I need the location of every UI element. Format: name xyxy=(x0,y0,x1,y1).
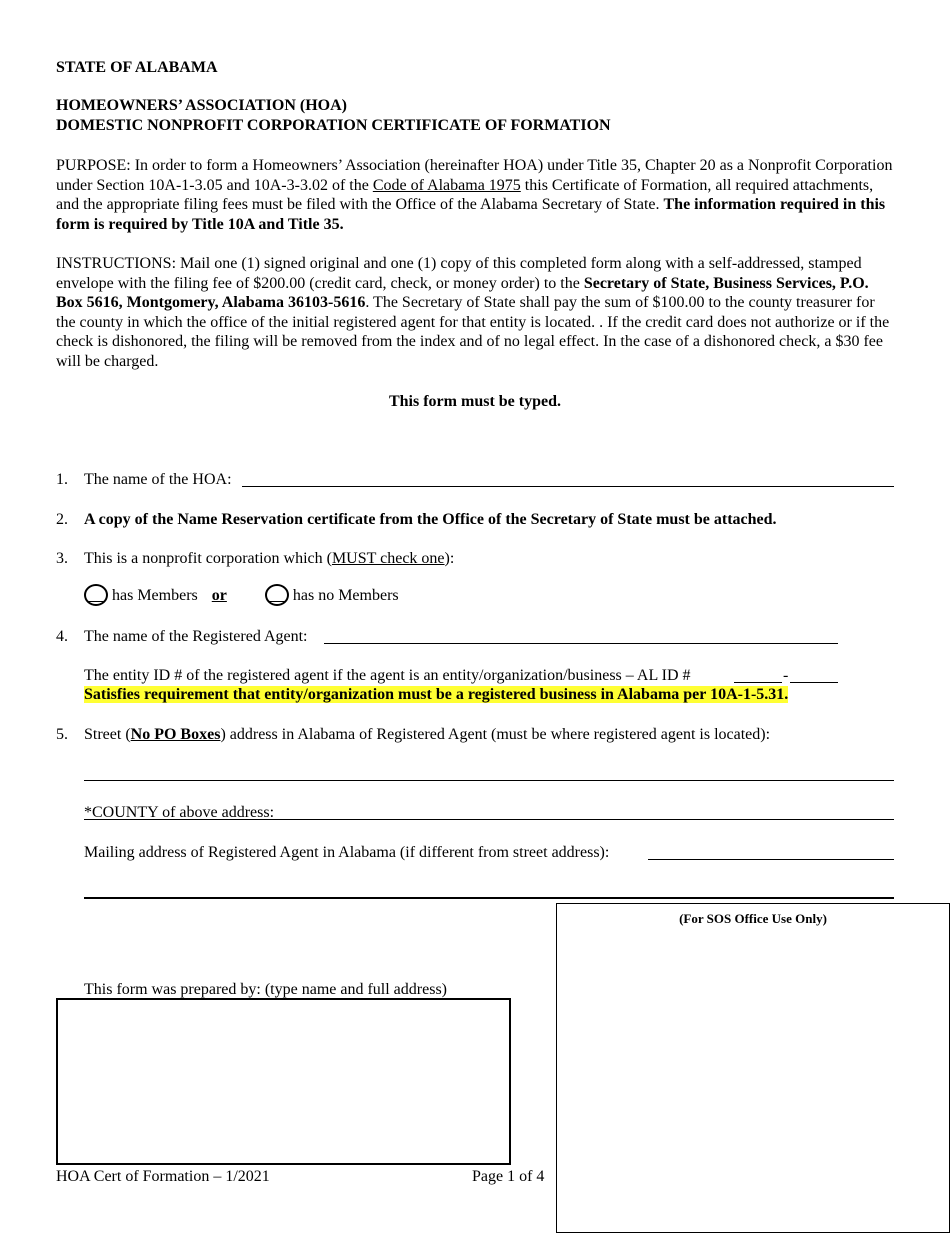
sos-mailing-address: Secretary of State, Business Services, P.O. Box 5616, Montgomery, Alabama 36103-5616 xyxy=(56,274,869,311)
al-id-part1-input[interactable] xyxy=(734,664,782,682)
or-label: or xyxy=(211,587,227,604)
sos-office-use-label: (For SOS Office Use Only) xyxy=(679,911,827,926)
street-tail: ) address in Alabama of Registered Agent (must be where registered agent is located): xyxy=(220,726,771,743)
al-id-separator: - xyxy=(783,667,789,684)
registered-business-requirement xyxy=(84,685,788,705)
typed-notice: This form must be typed. xyxy=(388,393,561,410)
registered-agent-input[interactable] xyxy=(328,625,836,643)
state-heading: STATE OF ALABAMA xyxy=(56,59,218,76)
purpose-bold-tail: The information required in this form is required by Title 10A and Title 35. xyxy=(56,196,886,233)
street-address-label xyxy=(84,725,770,745)
al-id-part2-input[interactable] xyxy=(790,664,838,682)
purpose-paragraph xyxy=(56,156,896,234)
item4-number: 4. xyxy=(56,628,68,645)
has-no-members-label: has no Members xyxy=(292,587,399,604)
nonprofit-type-close: ): xyxy=(444,550,455,567)
registered-agent-label: The name of the Registered Agent: xyxy=(84,628,308,645)
hoa-name-input[interactable] xyxy=(246,468,892,486)
form-title-line1: HOMEOWNERS’ ASSOCIATION (HOA) xyxy=(56,97,347,114)
footer-page-number: Page 1 of 4 xyxy=(472,1168,545,1185)
mailing-address-label: Mailing address of Registered Agent in Alabama (if different from street address): xyxy=(84,844,610,861)
prepared-by-label: This form was prepared by: (type name and full address) xyxy=(84,981,447,998)
no-po-boxes: No PO Boxes xyxy=(130,726,221,743)
has-members-label: has Members xyxy=(112,587,198,604)
footer-form-id: HOA Cert of Formation – 1/2021 xyxy=(56,1168,270,1185)
item1-number: 1. xyxy=(56,471,68,488)
street-address-input[interactable] xyxy=(86,761,892,779)
name-reservation-notice: A copy of the Name Reservation certificate from the Office of the Secretary of State must be attached. xyxy=(84,511,777,528)
mailing-address-underline xyxy=(648,859,894,860)
instructions-lead: INSTRUCTIONS: Mail one (1) signed original and one (1) copy of this completed form along with a self-addressed, stamped envelope with the filing fee of $200.00 (credit card, check, or money order) to the xyxy=(56,255,862,292)
purpose-middle: this Certificate of Formation, all required attachments, and the appropriate filing fees must be filed with the Office of the Alabama Secretary of State. xyxy=(56,176,874,213)
nonprofit-type-lead: This is a nonprofit corporation which ( xyxy=(84,550,332,567)
purpose-lead: PURPOSE: In order to form a Homeowners’ Association (hereinafter HOA) under Title 35, Chapter 20 as a Nonprofit Corporation under Section 10A-1-3.05 and 10A-3-3.02 of the xyxy=(56,157,893,194)
street-lead: Street ( xyxy=(84,726,131,743)
mailing-address-input[interactable] xyxy=(650,841,892,859)
al-id-part1-underline xyxy=(734,682,782,683)
form-title-line2: DOMESTIC NONPROFIT CORPORATION CERTIFICATE OF FORMATION xyxy=(56,117,611,134)
item2-number: 2. xyxy=(56,511,68,528)
item5-number: 5. xyxy=(56,726,68,743)
item3-number: 3. xyxy=(56,550,68,567)
county-underline xyxy=(84,819,894,820)
entity-id-text: The entity ID # of the registered agent if the agent is an entity/organization/business – AL ID # xyxy=(84,667,691,684)
members-options xyxy=(84,584,399,606)
instructions-paragraph xyxy=(56,254,896,371)
nonprofit-type-question xyxy=(84,549,454,569)
has-members-radio[interactable] xyxy=(84,584,108,606)
prepared-by-box[interactable] xyxy=(56,998,511,1165)
has-no-members-radio[interactable] xyxy=(265,584,289,606)
street-address-line xyxy=(84,780,894,781)
hoa-name-underline xyxy=(242,486,894,487)
al-id-part2-underline xyxy=(790,682,838,683)
code-reference: Code of Alabama 1975 xyxy=(372,176,521,194)
county-label: *COUNTY of above address: xyxy=(84,804,275,821)
registered-agent-underline xyxy=(324,643,838,644)
hoa-name-label: The name of the HOA: xyxy=(84,471,232,488)
county-input[interactable] xyxy=(292,801,892,819)
sos-office-use-box xyxy=(556,903,950,1233)
mailing-address-line2 xyxy=(84,897,894,899)
instructions-tail: . The Secretary of State shall pay the sum of $100.00 to the county treasurer for the county in which the office of the initial registered agent for that entity is located. . If the credit card does not authorize or if the check is dishonored, the filing will be removed from the index and of no legal effect. In the case of a dishonored check, a $30 fee will be charged. xyxy=(56,294,890,370)
must-check-one: MUST check one xyxy=(331,550,445,567)
highlighted-requirement: Satisfies requirement that entity/organization must be a registered business in Alabama per 10A-1-5.31. xyxy=(84,686,789,703)
